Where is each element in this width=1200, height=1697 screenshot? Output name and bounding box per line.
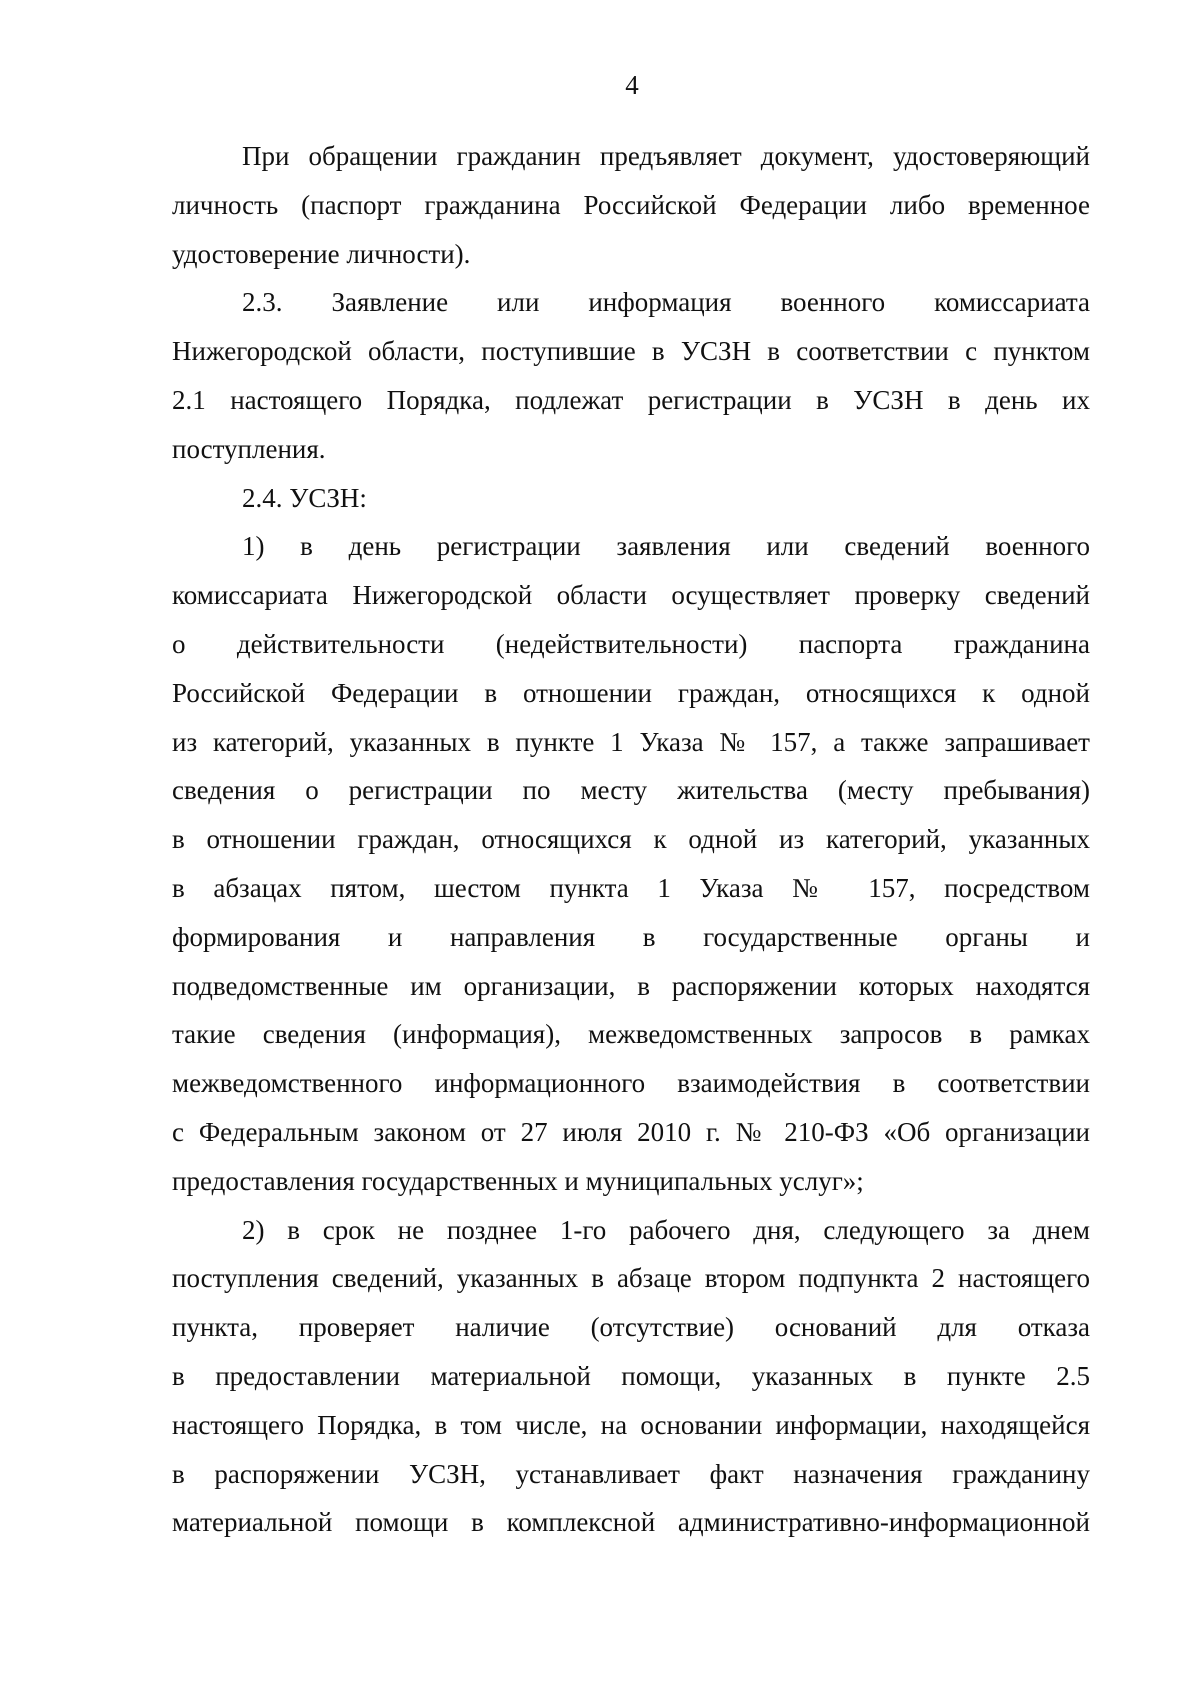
text-line: в абзацах пятом, шестом пункта 1 Указа № 157, посредством [172,872,1090,903]
text-line: Российской Федерации в отношении граждан, относящихся к одной [172,677,1090,708]
text-line: Нижегородской области, поступившие в УСЗН в соответствии с пунктом [172,336,1090,367]
text-line: настоящего Порядка, в том числе, на основании информации, находящейся [172,1409,1090,1440]
text-line: 2.3. Заявление или информация военного комиссариата [242,287,1090,318]
text-line: поступления. [172,433,326,464]
page-number: 4 [625,70,639,100]
text-line: 2.4. УСЗН: [242,482,367,513]
text-line: в распоряжении УСЗН, устанавливает факт назначения гражданину [172,1458,1090,1489]
text-line: в отношении граждан, относящихся к одной из категорий, указанных [172,824,1090,855]
text-line: межведомственного информационного взаимодействия в соответствии [172,1068,1090,1099]
text-line: формирования и направления в государственные органы и [172,921,1090,952]
text-line: удостоверение личности). [172,238,471,269]
text-line: сведения о регистрации по месту жительства (месту пребывания) [172,775,1090,806]
text-line: подведомственные им организации, в распоряжении которых находятся [172,970,1090,1001]
text-line: с Федеральным законом от 27 июля 2010 г. № 210-ФЗ «Об организации [172,1116,1090,1147]
text-line: комиссариата Нижегородской области осуществляет проверку сведений [172,580,1090,611]
text-line: личность (паспорт гражданина Российской Федерации либо временное [172,189,1090,220]
text-line: 2.1 настоящего Порядка, подлежат регистрации в УСЗН в день их [172,384,1090,415]
text-line: материальной помощи в комплексной административно-информационной [172,1507,1090,1538]
text-line: из категорий, указанных в пункте 1 Указа № 157, а также запрашивает [172,726,1090,757]
text-line: о действительности (недействительности) паспорта гражданина [172,628,1090,659]
text-line: 1) в день регистрации заявления или сведений военного [242,531,1090,562]
text-line: такие сведения (информация), межведомственных запросов в рамках [172,1019,1090,1050]
text-line: в предоставлении материальной помощи, указанных в пункте 2.5 [172,1360,1090,1391]
text-line: предоставления государственных и муниципальных услуг»; [172,1165,864,1196]
body-text [172,132,1090,1547]
text-line: поступления сведений, указанных в абзаце втором подпункта 2 настоящего [172,1263,1090,1294]
text-line: пункта, проверяет наличие (отсутствие) оснований для отказа [172,1312,1090,1343]
text-line: При обращении гражданин предъявляет документ, удостоверяющий [242,141,1090,171]
text-line: 2) в срок не позднее 1-го рабочего дня, следующего за днем [242,1214,1090,1245]
